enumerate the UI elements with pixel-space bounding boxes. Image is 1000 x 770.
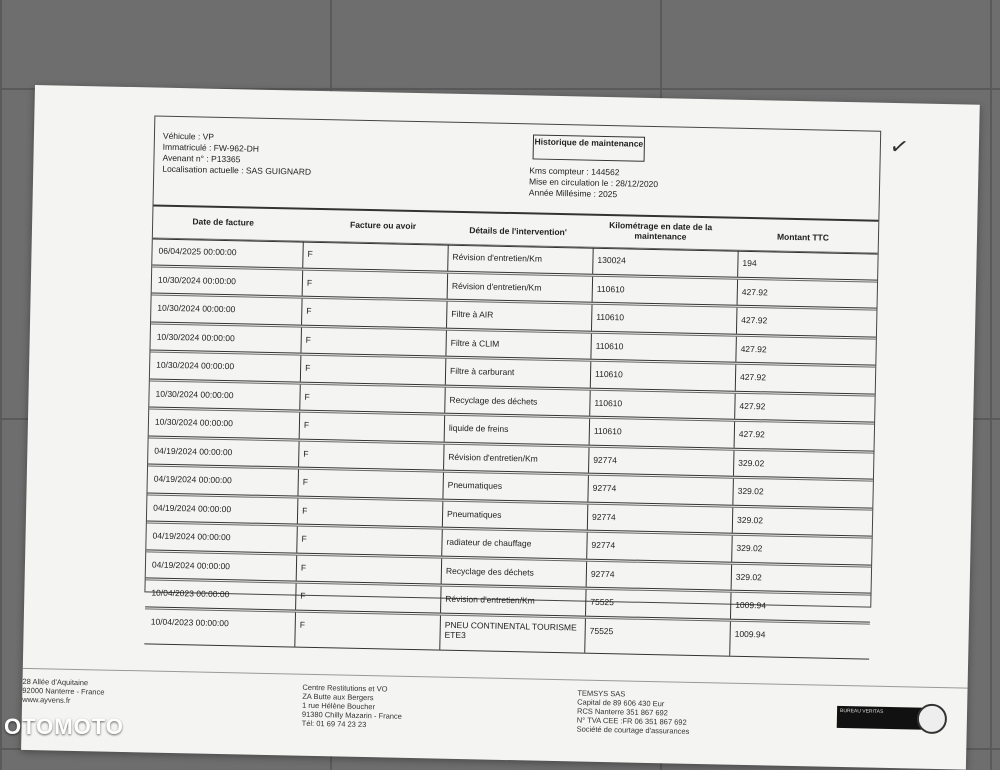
cell-amount: 427.92 [738,428,765,440]
footer-line: Centre Restitutions et VO [302,682,388,694]
column-divider [735,336,737,362]
cell-amount: 194 [742,257,757,269]
column-divider [439,615,441,649]
column-divider [585,590,587,616]
column-divider [298,441,300,467]
cell-detail: Révision d'entretien/Km [451,280,542,293]
cell-invoice-type: F [303,419,310,430]
column-divider [441,530,443,556]
cell-invoice-type: F [299,619,306,630]
cell-date: 06/04/2025 00:00:00 [158,245,237,258]
cell-mileage: 110610 [593,425,622,437]
cell-amount: 329.02 [735,571,762,582]
col-amount: Montant TTC [776,231,830,243]
column-divider [731,536,733,562]
odometer: Kms compteur : 144562 [529,165,620,178]
cell-date: 10/30/2024 00:00:00 [154,416,234,429]
cell-date: 10/30/2024 00:00:00 [157,274,237,286]
vehicle-info [162,131,312,178]
column-divider [732,507,734,533]
document-sheet [21,85,980,770]
column-divider [729,621,731,655]
footer-line: RCS Nanterre 351 867 692 [576,706,668,718]
cell-detail: PNEU CONTINENTAL TOURISME ETE3 [444,619,577,640]
column-divider [736,308,738,334]
seal-icon [917,704,948,735]
column-divider [445,330,447,356]
footer-line: TEMSYS SAS [577,688,626,699]
cell-amount: 1009.94 [734,628,766,639]
column-divider [300,356,302,382]
column-divider [732,479,734,505]
footer-address-centre [302,683,403,730]
cell-date: 04/19/2024 00:00:00 [151,559,231,571]
cell-invoice-type: F [305,334,312,345]
column-divider [587,476,589,502]
column-divider [299,413,301,439]
column-divider [444,416,446,442]
column-divider [589,419,591,445]
cell-mileage: 92774 [592,482,617,494]
cell-amount: 329.02 [738,457,765,468]
first-registration: Mise en circulation le : 28/12/2020 [528,176,659,190]
column-divider [443,444,445,470]
cell-date: 10/30/2024 00:00:00 [155,388,234,400]
column-divider [735,365,737,391]
column-divider [441,558,443,584]
column-divider [591,305,593,331]
footer-line: 28 Allée d'Aquitaine [22,676,89,688]
watermark-logo: OTOMOTO [4,714,124,739]
footer-line: N° TVA CEE :FR 06 351 867 692 [576,715,687,727]
cell-invoice-type: F [301,533,307,544]
footer-line: www.ayvens.fr [22,694,71,705]
column-divider [734,393,736,419]
document-title: Historique de maintenance [533,134,645,161]
footer-company-info [577,688,691,735]
column-divider [299,384,301,410]
column-divider [730,593,732,619]
cell-amount: 1009.94 [735,599,767,611]
column-divider [301,299,303,325]
cell-detail: Révision d'entretien/Km [448,451,538,464]
column-divider [588,447,590,473]
cell-mileage: 92774 [591,511,616,522]
column-divider [589,390,591,416]
column-divider [296,527,298,553]
cell-invoice-type: F [305,362,311,373]
vehicle-plate: Immatriculé : FW-962-DH [162,141,260,154]
cell-mileage: 110610 [596,311,625,323]
col-mileage: Kilométrage en date de la maintenance [609,220,713,242]
cell-detail: Recyclage des déchets [449,394,538,407]
cell-invoice-type: F [303,448,309,459]
cell-amount: 329.02 [737,485,764,497]
column-divider [586,561,588,587]
column-divider [444,387,446,413]
cell-date: 10/30/2024 00:00:00 [156,359,235,372]
cell-invoice-type: F [302,476,309,487]
cell-date: 04/19/2024 00:00:00 [153,473,232,486]
column-divider [442,501,444,527]
cell-detail: Pneumatiques [447,479,503,491]
vehicle-location: Localisation actuelle : SAS GUIGNARD [162,163,312,177]
cell-amount: 427.92 [741,286,768,297]
column-divider [592,248,594,274]
cell-mileage: 110610 [595,340,624,351]
column-divider [445,359,447,385]
column-divider [294,612,296,646]
column-divider [446,302,448,328]
column-divider [733,450,735,476]
column-divider [302,270,304,296]
footer-line: 91380 Chilly Mazarin - France [301,709,403,721]
cell-mileage: 75525 [589,625,614,636]
cell-mileage: 110610 [594,397,623,408]
cell-invoice-type: F [300,590,306,601]
checkmark-icon: ✓ [887,132,911,161]
cell-mileage: 92774 [590,568,615,579]
footer-line: Capital de 89 606 430 Eur [577,697,665,709]
cell-mileage: 110610 [596,283,625,294]
cell-invoice-type: F [306,305,312,316]
vehicle-amendment: Avenant n° : P13365 [162,152,241,165]
cell-detail: Révision d'entretien/Km [452,251,543,264]
cell-invoice-type: F [304,391,310,402]
cell-amount: 427.92 [739,371,767,383]
badge-label: BUREAU VERITAS [840,707,884,715]
cell-mileage: 92774 [591,539,616,551]
col-details: Détails de l'intervention' [469,225,567,238]
column-divider [302,242,304,268]
vehicle-type: Véhicule : VP [162,130,215,142]
footer-line: 1 rue Hélène Boucher [301,700,376,712]
column-divider [592,276,594,302]
cell-date: 10/04/2023 00:00:00 [150,616,229,628]
cell-amount: 427.92 [740,343,767,354]
column-divider [447,273,449,299]
cell-mileage: 130024 [597,254,626,266]
column-divider [737,251,739,277]
cell-date: 10/04/2023 00:00:00 [151,587,230,600]
column-divider [296,555,298,581]
cell-detail: Révision d'entretien/Km [445,593,535,606]
model-year: Année Millésime : 2025 [528,187,618,200]
column-divider [297,470,299,496]
footer-line: Tél: 01 69 74 23 23 [301,718,367,730]
cell-amount: 329.02 [736,514,764,525]
cell-date: 04/19/2024 00:00:00 [152,530,231,543]
footer-address-hq [22,677,105,706]
column-divider [584,618,586,652]
col-invoice: Facture ou avoir [349,219,417,232]
footer-line: Société de courtage d'assurances [576,724,690,736]
column-divider [590,362,592,388]
maintenance-frame [144,116,911,640]
cell-invoice-type: F [306,277,313,288]
table-body [144,238,877,661]
cell-date: 10/30/2024 00:00:00 [156,331,235,343]
cell-amount: 427.92 [741,314,768,326]
cell-invoice-type: F [307,248,313,259]
mileage-info [529,165,659,201]
footer [22,668,968,749]
column-divider [734,422,736,448]
column-divider [297,498,299,524]
cell-invoice-type: F [302,505,308,516]
footer-line: 92000 Nanterre - France [22,685,105,697]
cell-detail: Filtre à carburant [450,365,515,378]
cell-amount: 427.92 [739,400,766,411]
cell-invoice-type: F [300,562,307,573]
cell-detail: Filtre à AIR [451,308,494,320]
footer-line: ZA Butte aux Bergers [302,691,374,703]
col-date: Date de facture [192,216,254,228]
cell-detail: Pneumatiques [447,508,502,520]
column-divider [737,279,739,305]
column-divider [731,564,733,590]
column-divider [295,584,297,610]
cell-date: 04/19/2024 00:00:00 [154,445,233,457]
cell-amount: 329.02 [736,542,763,554]
cell-detail: Filtre à CLIM [450,337,500,349]
cell-detail: radiateur de chauffage [446,536,532,549]
column-divider [442,473,444,499]
column-divider [587,504,589,530]
column-divider [590,333,592,359]
cell-detail: Recyclage des déchets [445,565,534,578]
column-divider [586,533,588,559]
column-divider [440,587,442,613]
cell-mileage: 92774 [593,454,618,465]
column-divider [300,327,302,353]
column-divider [447,245,449,271]
cell-mileage: 75525 [590,596,615,608]
cell-mileage: 110610 [594,368,623,380]
cell-date: 04/19/2024 00:00:00 [153,502,232,514]
cell-date: 10/30/2024 00:00:00 [157,302,236,315]
cell-detail: liquide de freins [448,422,509,434]
